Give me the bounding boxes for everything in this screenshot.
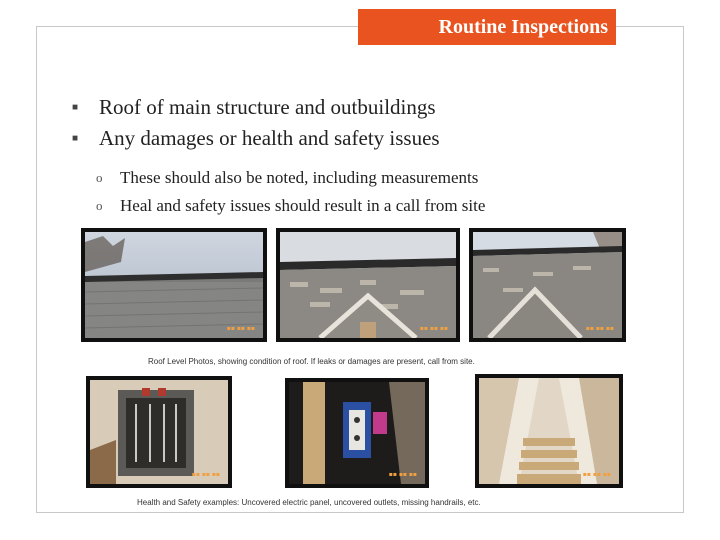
- missing-handrail-photo-image: [479, 378, 619, 484]
- uncovered-outlet-photo: [285, 378, 429, 488]
- uncovered-outlet-photo-image: [289, 382, 425, 484]
- date-stamp: ▪▪ ▪▪ ▪▪: [419, 325, 448, 332]
- bullet-text: Roof of main structure and outbuildings: [99, 95, 436, 119]
- sub-bullet-item: [72, 164, 672, 192]
- square-bullet-icon: ■: [72, 102, 79, 113]
- electric-panel-photo-image: [90, 380, 228, 484]
- bullet-text: Any damages or health and safety issues: [99, 126, 440, 150]
- sub-bullet-text: Heal and safety issues should result in a call from site: [120, 196, 486, 215]
- roof-photo-1-image: [85, 232, 263, 338]
- bullet-item: [72, 92, 672, 123]
- date-stamp: ▪▪ ▪▪ ▪▪: [582, 471, 611, 478]
- bullet-list: [72, 92, 672, 220]
- date-stamp: ▪▪ ▪▪ ▪▪: [585, 325, 614, 332]
- roof-photo-2: [276, 228, 460, 342]
- roof-photo-2-image: [280, 232, 456, 338]
- sub-bullet-text: These should also be noted, including measurements: [120, 168, 479, 187]
- square-bullet-icon: ■: [72, 133, 79, 144]
- date-stamp: ▪▪ ▪▪ ▪▪: [388, 471, 417, 478]
- date-stamp: ▪▪ ▪▪ ▪▪: [226, 325, 255, 332]
- circle-bullet-icon: o: [96, 170, 103, 185]
- missing-handrail-photo: [475, 374, 623, 488]
- date-stamp: ▪▪ ▪▪ ▪▪: [191, 471, 220, 478]
- electric-panel-photo: [86, 376, 232, 488]
- circle-bullet-icon: o: [96, 198, 103, 213]
- slide-title: Routine Inspections: [358, 9, 616, 45]
- roof-photo-1: [81, 228, 267, 342]
- roof-photos-caption: Roof Level Photos, showing condition of roof. If leaks or damages are present, call from site.: [148, 357, 475, 366]
- health-safety-caption: Health and Safety examples: Uncovered electric panel, uncovered outlets, missing handrails, etc.: [137, 498, 481, 507]
- roof-photo-3: [469, 228, 626, 342]
- sub-bullet-item: [72, 192, 672, 220]
- roof-photo-3-image: [473, 232, 622, 338]
- bullet-item: [72, 123, 672, 154]
